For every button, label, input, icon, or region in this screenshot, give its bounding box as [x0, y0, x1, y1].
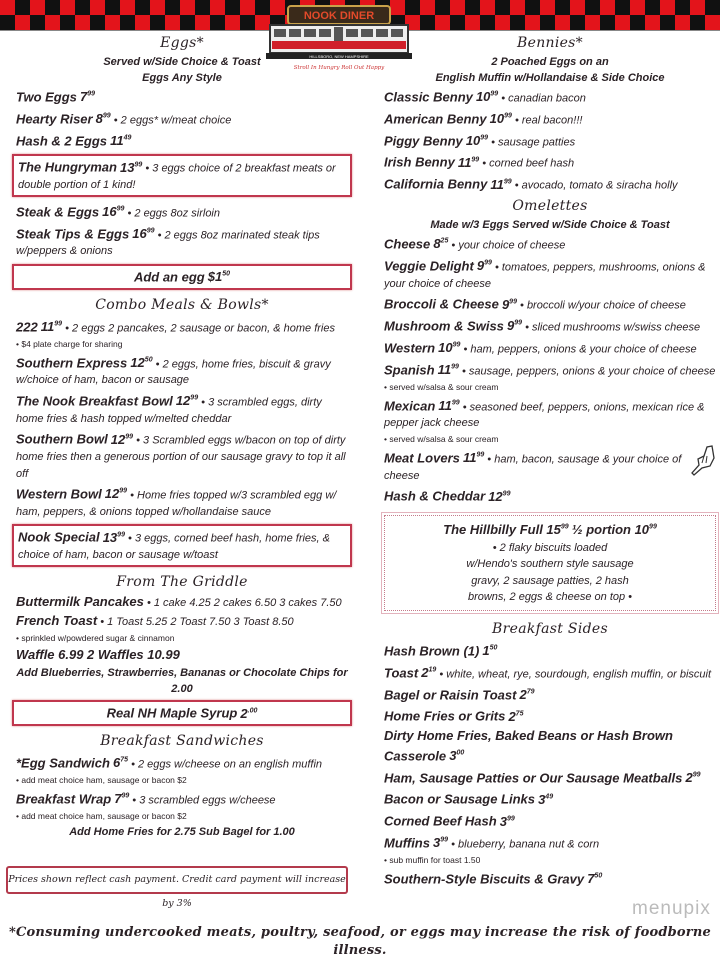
item-name: Meat Lovers: [384, 450, 460, 466]
item-name: Classic Benny: [384, 89, 473, 105]
item-name: Southern-Style Biscuits & Gravy: [384, 871, 585, 887]
item-description: • white, wheat, rye, sourdough, english muffin, or biscuit: [439, 668, 712, 681]
price-dollars: 13: [102, 529, 118, 545]
half-portion-price: [572, 522, 657, 537]
item-name: Southern Bowl: [16, 431, 108, 447]
item-note: • add meat choice ham, sausage or bacon $2: [16, 774, 187, 785]
item-price: [490, 177, 511, 192]
section-subheading: Add Home Fries for 2.75 Sub Bagel for 1.00: [69, 825, 295, 838]
item-price: [438, 398, 459, 413]
item-description: • 2 eggs w/cheese on an english muffin: [131, 758, 323, 771]
price-cents: 99: [502, 490, 511, 498]
menu-item: [380, 788, 720, 810]
item-price: [482, 643, 497, 658]
item-name: Ham, Sausage Patties or Our Sausage Meatballs: [384, 769, 683, 785]
price-dollars: 2: [685, 769, 693, 785]
price-dollars: 12: [130, 354, 145, 370]
menu-item: [12, 201, 352, 223]
item-name: Broccoli & Cheese: [384, 296, 499, 312]
section-subheading: Served w/Side Choice & Toast: [103, 56, 261, 68]
item-price: [449, 748, 464, 763]
item-price: [433, 236, 448, 251]
featured-menu-item: [12, 524, 352, 566]
menu-item: [12, 86, 352, 108]
item-name: Muffins: [384, 835, 430, 851]
menu-item: [380, 705, 720, 727]
menu-item: [12, 483, 352, 521]
price-cents: 99: [117, 531, 125, 539]
menu-item: [12, 646, 352, 666]
menu-item: [12, 223, 352, 261]
menu-item: [380, 255, 720, 293]
item-name: Bagel or Raisin Toast: [384, 686, 517, 702]
menu-item: [12, 390, 352, 428]
section-heading: Breakfast Sandwiches: [100, 733, 264, 750]
price-dollars: 12: [175, 393, 191, 409]
hillbilly-special-box: [384, 515, 716, 611]
item-note: • served w/salsa & sour cream: [384, 381, 499, 392]
item-price: [587, 871, 602, 886]
item-name: Two Eggs: [16, 89, 77, 105]
item-description: • 3 Scrambled eggs w/bacon on top of dirty home fries then a generous portion of our sausage gravy to top it all off: [16, 434, 346, 480]
item-price: [114, 791, 129, 806]
item-description: • avocado, tomato & siracha holly: [514, 179, 678, 192]
price-dollars: 2: [519, 686, 527, 702]
section-subheading: English Muffin w/Hollandaise & Side Choice: [435, 72, 665, 84]
item-name: Western: [384, 340, 436, 356]
item-description: • your choice of cheese: [451, 239, 566, 252]
item-name: Western Bowl: [16, 486, 102, 502]
price-cents: 99: [116, 205, 125, 213]
item-price: [130, 355, 152, 370]
item-description: • sausage patties: [491, 135, 576, 148]
menu-item: [380, 810, 720, 832]
item-name: Bacon or Sausage Links: [384, 791, 535, 807]
item-name: The Hungryman: [18, 159, 117, 175]
item-name: American Benny: [384, 111, 487, 127]
item-description: • 1 Toast 5.25 2 Toast 7.50 3 Toast 8.50: [100, 616, 294, 629]
price-cents: 99: [509, 298, 517, 306]
price-dollars: 10: [438, 340, 453, 356]
price-cents: 50: [489, 644, 498, 652]
price-dollars: 3: [449, 748, 457, 764]
item-description: • broccoli w/your choice of cheese: [520, 299, 686, 312]
item-price: [41, 319, 62, 334]
menu-item: [12, 612, 352, 632]
price-cents: 99: [484, 259, 492, 267]
logo-location: HILLSBORO, NEW HAMPSHIRE: [309, 54, 369, 59]
item-description: • 2 eggs, home fries, biscuit & gravy w/choice of ham, bacon or sausage: [16, 357, 331, 387]
menu-item: [380, 337, 720, 359]
item-name: Add an egg: [133, 269, 205, 285]
pointing-hand-icon: [690, 444, 716, 478]
menu-item: [380, 151, 720, 173]
price-dollars: 16: [102, 204, 117, 220]
price-dollars: 7: [587, 871, 595, 887]
menu-item: [380, 832, 720, 854]
item-name: Waffle 6.99 2 Waffles 10.99: [16, 646, 180, 662]
item-name: Real NH Maple Syrup: [106, 705, 238, 721]
item-name: Breakfast Wrap: [16, 791, 112, 807]
section-heading: Omelettes: [512, 198, 588, 215]
price-dollars: 12: [104, 486, 120, 502]
item-price: [80, 89, 95, 104]
item-description: • 3 scrambled eggs, dirty home fries & hash topped w/melted cheddar: [16, 396, 322, 425]
item-price: [466, 133, 488, 148]
price-dollars: 12: [110, 431, 126, 447]
menu-item: [380, 108, 720, 130]
price-dollars: 2: [240, 705, 248, 721]
price-dollars: 12: [488, 488, 503, 504]
price-dollars: 11: [457, 154, 472, 170]
price-dollars: 2: [508, 708, 516, 724]
price-dollars: 10: [489, 111, 505, 127]
item-name: Corned Beef Hash: [384, 813, 497, 829]
item-name: Irish Benny: [384, 154, 455, 170]
item-price: [240, 706, 257, 721]
item-name: Veggie Delight: [384, 258, 474, 274]
cash-price-notice: Prices shown reflect cash payment. Credit card payment will increase by 3%: [6, 866, 348, 894]
price-cents: 99: [452, 341, 461, 349]
price-dollars: 11: [462, 450, 477, 466]
price-cents: 99: [490, 91, 499, 98]
item-name: Cheese: [384, 236, 431, 252]
price-dollars: 2: [421, 665, 429, 681]
price-cents: 99: [119, 488, 128, 496]
food-safety-disclaimer: *Consuming undercooked meats, poultry, seafood, or eggs may increase the risk of foodborne illness.: [9, 925, 711, 958]
item-price: [176, 393, 198, 408]
item-price: [110, 133, 131, 148]
item-note: • add meat choice ham, sausage or bacon $2: [16, 810, 187, 821]
price-dollars: 10: [465, 132, 481, 148]
price-cents: 99: [121, 792, 130, 800]
menu-item: [12, 130, 352, 152]
item-note: • sprinkled w/powdered sugar & cinnamon: [16, 632, 175, 643]
item-price: [113, 755, 128, 770]
logo-name: NOOK DINER: [303, 10, 375, 22]
left-column: [12, 32, 352, 840]
price-cents: 99: [102, 112, 111, 120]
item-price: [538, 792, 553, 807]
item-description: • 2 eggs 8oz sirloin: [127, 207, 220, 220]
menu-item: [380, 130, 720, 152]
menu-item: [12, 316, 352, 338]
price-dollars: 7: [79, 89, 88, 105]
item-name: Steak & Eggs: [16, 204, 100, 220]
item-name: The Nook Breakfast Bowl: [16, 393, 173, 409]
section-subheading: 2 Poached Eggs on an: [491, 56, 609, 68]
price-cents: 99: [507, 815, 515, 823]
item-price: [120, 160, 142, 175]
menu-item: [380, 767, 720, 789]
price-dollars: 8: [95, 111, 103, 127]
item-note: • sub muffin for toast 1.50: [384, 854, 481, 865]
price-cents: 99: [451, 363, 459, 371]
item-price: [96, 111, 111, 126]
price-cents: 99: [87, 91, 95, 98]
item-name: Steak Tips & Eggs: [16, 225, 130, 241]
section-heading: From The Griddle: [116, 573, 248, 590]
item-price: [490, 111, 512, 126]
menu-item: [388, 519, 712, 607]
menu-item: [380, 293, 720, 315]
item-description: • 3 scrambled eggs w/cheese: [132, 794, 276, 807]
item-description: • ham, bacon, sausage & your choice of cheese: [384, 453, 682, 482]
item-description: • real bacon!!!: [514, 114, 583, 127]
menu-item: [380, 315, 720, 337]
item-description: browns, 2 eggs & cheese on top •: [467, 591, 633, 604]
item-price: [507, 318, 522, 333]
price-dollars: 16: [132, 225, 147, 241]
item-price: [443, 522, 569, 537]
price-cents: 99: [476, 451, 485, 459]
featured-menu-item: [12, 700, 352, 726]
item-price: [458, 155, 479, 170]
price-dollars: 10: [475, 89, 491, 105]
price-dollars: 9: [476, 258, 485, 274]
price-cents: 99: [125, 433, 134, 441]
item-description: • Home fries topped w/3 scrambled egg w/ ham, peppers, & onions topped w/hollandaise sauce: [16, 489, 337, 518]
item-name: Southern Express: [16, 354, 128, 370]
item-name: Mushroom & Swiss: [384, 318, 504, 334]
price-cents: 50: [594, 872, 603, 880]
item-name: Piggy Benny: [384, 132, 463, 148]
item-description: • 3 eggs choice of 2 breakfast meats or double portion of 1 kind!: [18, 162, 336, 192]
price-dollars: 11: [437, 362, 452, 378]
price-cents: 99: [692, 771, 701, 779]
section-subheading: Add Blueberries, Strawberries, Bananas or Chocolate Chips for 2.00: [16, 667, 348, 696]
item-price: [102, 204, 124, 219]
item-price: [438, 362, 459, 377]
item-description: • seasoned beef, peppers, onions, mexican rice & pepper jack cheese: [384, 400, 705, 430]
item-price: [208, 269, 230, 284]
price-cents: 99: [471, 156, 480, 164]
item-price: [476, 89, 498, 104]
item-price: [477, 258, 492, 273]
item-description: • 3 eggs, corned beef hash, home fries, & choice of ham, bacon or sausage w/toast: [18, 532, 331, 562]
section-subheading: Eggs Any Style: [142, 72, 222, 84]
price-dollars: 3: [433, 835, 441, 851]
item-price: [502, 297, 517, 312]
item-description: • corned beef hash: [482, 157, 575, 170]
section-heading: Bennies*: [517, 35, 583, 51]
section-subheading: Made w/3 Eggs Served w/Side Choice & Toast: [430, 219, 670, 232]
price-cents: 99: [440, 837, 449, 845]
menu-item: [380, 395, 720, 433]
item-description: • 2 eggs 2 pancakes, 2 sausage or bacon, & home fries: [65, 322, 335, 335]
price-dollars: 8: [433, 236, 441, 252]
menu-item: [12, 593, 352, 613]
menu-item: [12, 352, 352, 390]
price-dollars: 3: [538, 791, 546, 807]
price-cents: .00: [247, 707, 258, 715]
price-cents: 99: [54, 320, 63, 328]
price-dollars: 9: [506, 318, 515, 334]
section-heading: Breakfast Sides: [492, 620, 608, 637]
price-cents: 99: [190, 394, 199, 402]
menu-item: [380, 868, 720, 890]
item-description: • ham, peppers, onions & your choice of cheese: [463, 343, 697, 356]
menu-item: [380, 727, 720, 766]
price-cents: 75: [120, 757, 128, 765]
item-name: Hash & Cheddar: [384, 488, 486, 504]
price-dollars: 7: [114, 791, 122, 807]
price-cents: 99: [560, 524, 569, 532]
item-price: [433, 835, 448, 850]
price-cents: 50: [144, 356, 153, 364]
item-description: • 1 cake 4.25 2 cakes 6.50 3 cakes 7.50: [146, 596, 342, 609]
item-price: [421, 665, 436, 680]
menu-item: [12, 108, 352, 130]
section-heading: Eggs*: [160, 35, 204, 51]
price-cents: 75: [515, 710, 524, 718]
item-price: [111, 432, 133, 447]
price-cents: 99: [480, 134, 489, 142]
price-dollars: 11: [110, 132, 124, 148]
item-price: [685, 770, 700, 785]
item-name: Nook Special: [18, 529, 100, 545]
item-note: • served w/salsa & sour cream: [384, 433, 499, 444]
item-name: *Egg Sandwich: [16, 755, 110, 771]
price-cents: 49: [123, 134, 132, 142]
item-price: [132, 226, 154, 241]
price-cents: 99: [451, 399, 460, 407]
menu-item: [380, 640, 720, 662]
menu-item: [380, 173, 720, 195]
item-description: gravy, 2 sausage patties, 2 hash: [471, 574, 629, 587]
menu-item: [380, 485, 720, 507]
item-name: Hash & 2 Eggs: [16, 132, 108, 148]
item-price: [438, 340, 460, 355]
price-dollars: 1: [482, 643, 490, 659]
right-column: [380, 32, 720, 890]
item-name: Buttermilk Pancakes: [16, 593, 144, 609]
item-name: Mexican: [384, 397, 436, 413]
menu-item: [380, 359, 720, 381]
price-dollars: 13: [120, 159, 135, 175]
price-cents: 99: [134, 161, 143, 169]
item-description: • canadian bacon: [501, 92, 586, 105]
price-cents: 99: [146, 227, 155, 235]
price-dollars: 11: [438, 397, 452, 413]
item-price: [520, 687, 535, 702]
menu-item: [380, 233, 720, 255]
item-description: • tomatoes, peppers, mushrooms, onions & your choice of cheese: [384, 261, 706, 290]
price-cents: 50: [222, 270, 231, 278]
item-name: Spanish: [384, 362, 435, 378]
item-description: • 2 eggs 8oz marinated steak tips w/peppers & onions: [16, 228, 320, 258]
price-cents: 19: [428, 666, 437, 674]
item-price: [488, 489, 510, 504]
price-cents: 79: [526, 688, 535, 696]
item-name: The Hillbilly Full 15: [443, 522, 561, 538]
menu-item: [12, 752, 352, 774]
item-price: [463, 450, 484, 465]
item-name: California Benny: [384, 176, 488, 192]
price-dollars: 6: [112, 755, 121, 771]
price-cents: 99: [514, 320, 523, 328]
item-name: French Toast: [16, 613, 98, 629]
price-dollars: 11: [490, 176, 504, 192]
menu-item: [12, 428, 352, 483]
price-cents: 25: [440, 238, 449, 246]
price-dollars: 11: [40, 319, 55, 335]
featured-menu-item: [12, 264, 352, 290]
price-cents: 00: [456, 749, 465, 757]
item-note: • $4 plate charge for sharing: [16, 338, 123, 349]
featured-menu-item: [12, 154, 352, 196]
item-price: [103, 530, 125, 545]
item-description: w/Hendo's southern style sausage: [466, 558, 634, 571]
item-price: [500, 814, 515, 829]
price-cents: 49: [545, 793, 554, 801]
item-name: Home Fries or Grits: [384, 708, 506, 724]
item-name: 222: [16, 319, 38, 335]
item-description: • 2 eggs* w/meat choice: [113, 114, 232, 127]
section-heading: Combo Meals & Bowls*: [95, 296, 269, 313]
menu-item: [380, 684, 720, 706]
menu-item: [380, 662, 720, 684]
menu-item: [12, 788, 352, 810]
item-name: Toast: [384, 665, 419, 681]
price-dollars: 3: [499, 813, 507, 829]
item-price: [508, 709, 523, 724]
menupix-watermark: menupix: [632, 898, 711, 919]
item-name: Dirty Home Fries, Baked Beans or Hash Brown Casserole: [384, 728, 673, 764]
logo-tagline: Stroll In Hungry Roll Out Happy: [293, 65, 385, 71]
item-description: • 2 flaky biscuits loaded: [492, 541, 608, 554]
price-dollars: 9: [501, 296, 510, 312]
price-dollars: $1: [207, 269, 223, 285]
item-name: Hash Brown (1): [384, 643, 480, 659]
item-price: [105, 486, 127, 501]
item-description: • sausage, peppers, onions & your choice of cheese: [462, 365, 716, 378]
price-cents: 99: [503, 178, 512, 186]
half-label: ½ portion 10: [571, 522, 650, 538]
price-cents: 99: [504, 112, 512, 120]
price-cents: 99: [649, 524, 657, 532]
item-name: Hearty Riser: [16, 111, 93, 127]
menu-item: [380, 447, 720, 485]
item-description: • blueberry, banana nut & corn: [451, 838, 600, 851]
menu-item: [380, 86, 720, 108]
item-description: • sliced mushrooms w/swiss cheese: [525, 321, 701, 334]
